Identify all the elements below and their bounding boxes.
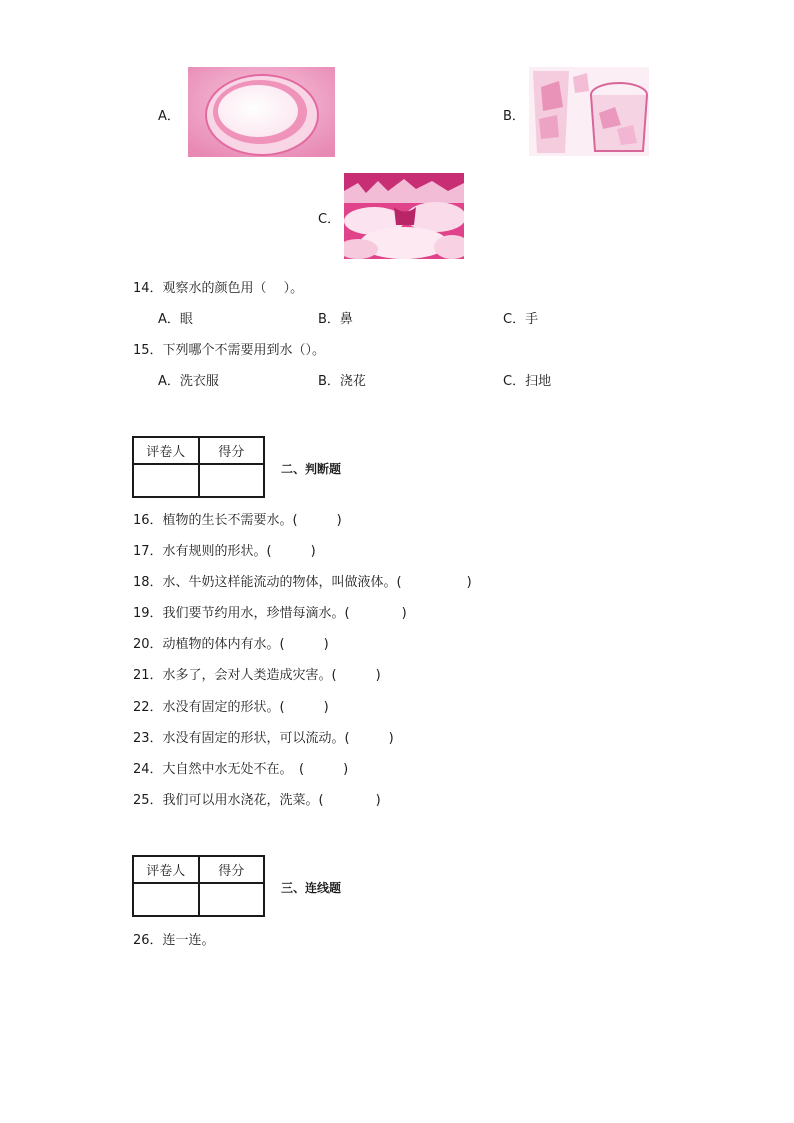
- q15-option-b[interactable]: B．浇花: [318, 374, 366, 389]
- score-table-section-2: [132, 436, 265, 498]
- score-cell[interactable]: [199, 464, 265, 497]
- score-cell[interactable]: [199, 883, 265, 916]
- question-16: 16．植物的生长不需要水。( ): [133, 513, 342, 528]
- question-26: 26．连一连。: [133, 933, 215, 948]
- question-15: 15．下列哪个不需要用到水（）。: [133, 343, 326, 358]
- white-bowl-image: [188, 67, 335, 157]
- reviewer-cell[interactable]: [133, 883, 199, 916]
- section-3-title: 三、连线题: [281, 881, 342, 895]
- question-23: 23．水没有固定的形状，可以流动。( ): [133, 731, 394, 746]
- question-22: 22．水没有固定的形状。( ): [133, 700, 329, 715]
- question-14: 14．观察水的颜色用（ ）。: [133, 281, 304, 296]
- q14-option-b[interactable]: B．鼻: [318, 312, 353, 327]
- q14-option-a[interactable]: A．眼: [158, 312, 193, 327]
- question-25: 25．我们可以用水浇花，洗菜。( ): [133, 793, 381, 808]
- reviewer-header: 评卷人: [133, 437, 199, 464]
- option-b-label: B．: [503, 109, 525, 124]
- ice-in-glass-image: [529, 67, 649, 156]
- option-c-label: C．: [318, 212, 341, 227]
- question-20: 20．动植物的体内有水。( ): [133, 637, 329, 652]
- reviewer-header: 评卷人: [133, 856, 199, 883]
- option-a-label: A．: [158, 109, 180, 124]
- section-2-title: 二、判断题: [281, 462, 342, 476]
- question-24: 24．大自然中水无处不在。 ( ): [133, 762, 349, 777]
- score-header: 得分: [199, 437, 265, 464]
- question-18: 18．水、牛奶这样能流动的物体，叫做液体。( ): [133, 575, 472, 590]
- q15-option-c[interactable]: C．扫地: [503, 374, 552, 389]
- snow-landscape-image: [344, 173, 464, 259]
- q14-option-c[interactable]: C．手: [503, 312, 539, 327]
- question-19: 19．我们要节约用水，珍惜每滴水。( ): [133, 606, 407, 621]
- question-21: 21．水多了，会对人类造成灾害。( ): [133, 668, 381, 683]
- q15-option-a[interactable]: A．洗衣服: [158, 374, 219, 389]
- score-table-section-3: [132, 855, 265, 917]
- question-17: 17．水有规则的形状。( ): [133, 544, 316, 559]
- score-header: 得分: [199, 856, 265, 883]
- reviewer-cell[interactable]: [133, 464, 199, 497]
